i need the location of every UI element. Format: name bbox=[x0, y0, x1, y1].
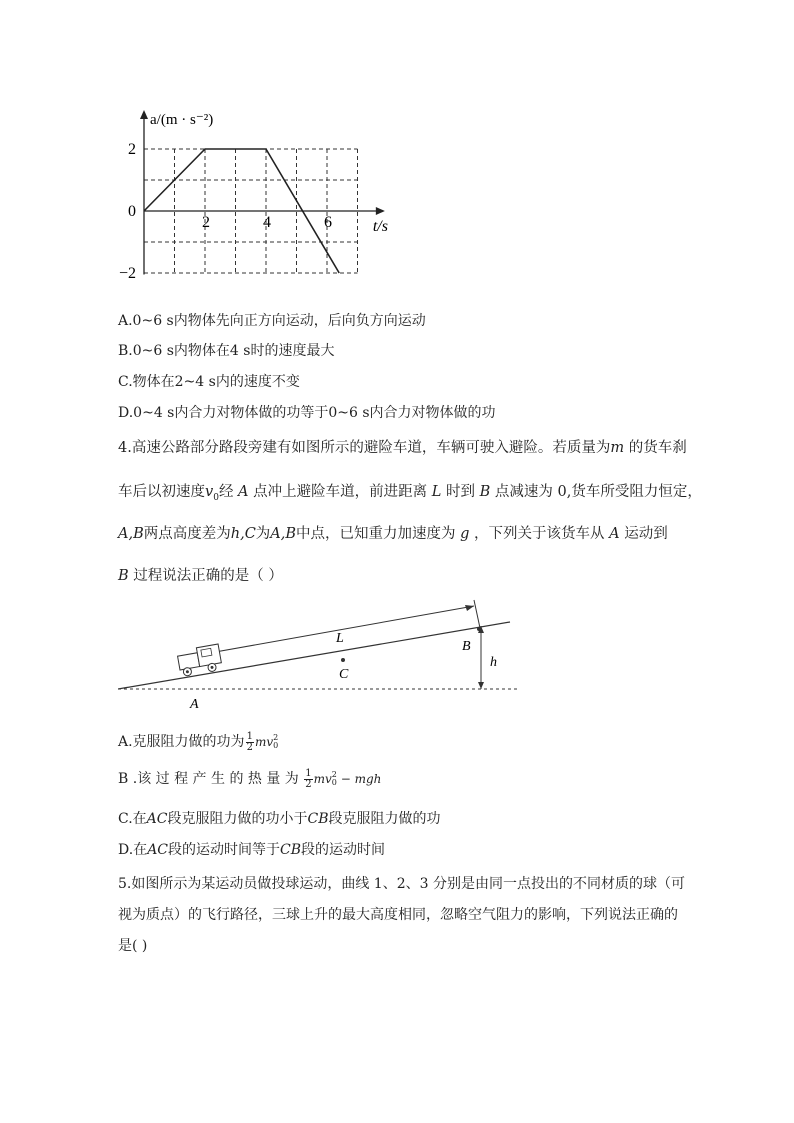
q4-stem-line2: 车后以初速度$v_0$经 A 点冲上避险车道，前进距离 L 时到 B 点减速为 0,货车所受阻力恒定， bbox=[118, 484, 702, 503]
y-tick-label: 2 bbox=[128, 141, 136, 158]
x-axis-title: t/s bbox=[372, 218, 388, 235]
distance-l-line bbox=[204, 606, 474, 654]
x-axis-arrowhead bbox=[376, 207, 385, 215]
ramp-surface bbox=[118, 622, 510, 689]
y-axis-title: a/(m · s⁻²) bbox=[150, 112, 214, 128]
q4-option-d: D.在AC段的运动时间等于CB段的运动时间 bbox=[118, 842, 386, 858]
height-arrow-down bbox=[478, 682, 484, 689]
label-c: C bbox=[339, 667, 349, 682]
point-c-marker bbox=[341, 658, 345, 662]
x-tick-label: 6 bbox=[324, 214, 332, 231]
acceleration-time-graph bbox=[110, 100, 410, 290]
point-b-marker bbox=[477, 627, 481, 631]
q4-option-c: C.在AC段克服阻力做的功小于CB段克服阻力做的功 bbox=[118, 811, 441, 827]
y-axis-arrowhead bbox=[140, 110, 148, 119]
q5-stem-line3: 是( ) bbox=[118, 938, 148, 954]
label-b: B bbox=[462, 639, 471, 654]
q4-option-a: A.克服阻力做的功为 $\frac{1}{2}$ mv 2 0 bbox=[118, 730, 279, 753]
escape-ramp-figure bbox=[118, 598, 518, 714]
x-tick-label: 2 bbox=[202, 214, 210, 231]
distance-arrowhead bbox=[465, 605, 474, 611]
q3-option-b: B.0~6 s内物体在4 s时的速度最大 bbox=[118, 343, 335, 359]
chart-labels bbox=[119, 112, 388, 282]
q3-option-a: A.0~6 s内物体先向正方向运动，后向负方向运动 bbox=[118, 313, 426, 329]
label-h: h bbox=[490, 655, 497, 670]
extension-line bbox=[474, 600, 480, 628]
x-tick-label: 4 bbox=[263, 214, 271, 231]
q3-option-c: C.物体在2~4 s内的速度不变 bbox=[118, 374, 300, 390]
label-a: A bbox=[190, 697, 199, 712]
q5-stem-line2: 视为质点）的飞行路径，三球上升的最大高度相同，忽略空气阻力的影响，下列说法正确的 bbox=[118, 907, 678, 923]
q4-stem-line3: A,B两点高度差为h,C为A,B中点，已知重力加速度为 g ，下列关于该货车从 A 运动到 bbox=[118, 526, 668, 542]
label-l: L bbox=[336, 631, 344, 646]
y-tick-label: −2 bbox=[118, 265, 136, 282]
q3-option-d: D.0~4 s内合力对物体做的功等于0~6 s内合力对物体做的功 bbox=[118, 405, 496, 421]
q5-stem-line1: 5.如图所示为某运动员做投球运动，曲线 1、2、3 分别是由同一点投出的不同材质的球（可 bbox=[118, 876, 685, 892]
q4-option-b: B .该 过 程 产 生 的 热 量 为 $\frac{1}{2}$ mv 2 0 − mgh bbox=[118, 767, 382, 790]
y-tick-label: 0 bbox=[128, 203, 136, 220]
q4-stem-line1: 4.高速公路部分路段旁建有如图所示的避险车道，车辆可驶入避险。若质量为m 的货车刹 bbox=[118, 440, 687, 456]
chart-axes bbox=[140, 110, 385, 275]
q4-stem-line4: B 过程说法正确的是（ ） bbox=[118, 568, 283, 584]
